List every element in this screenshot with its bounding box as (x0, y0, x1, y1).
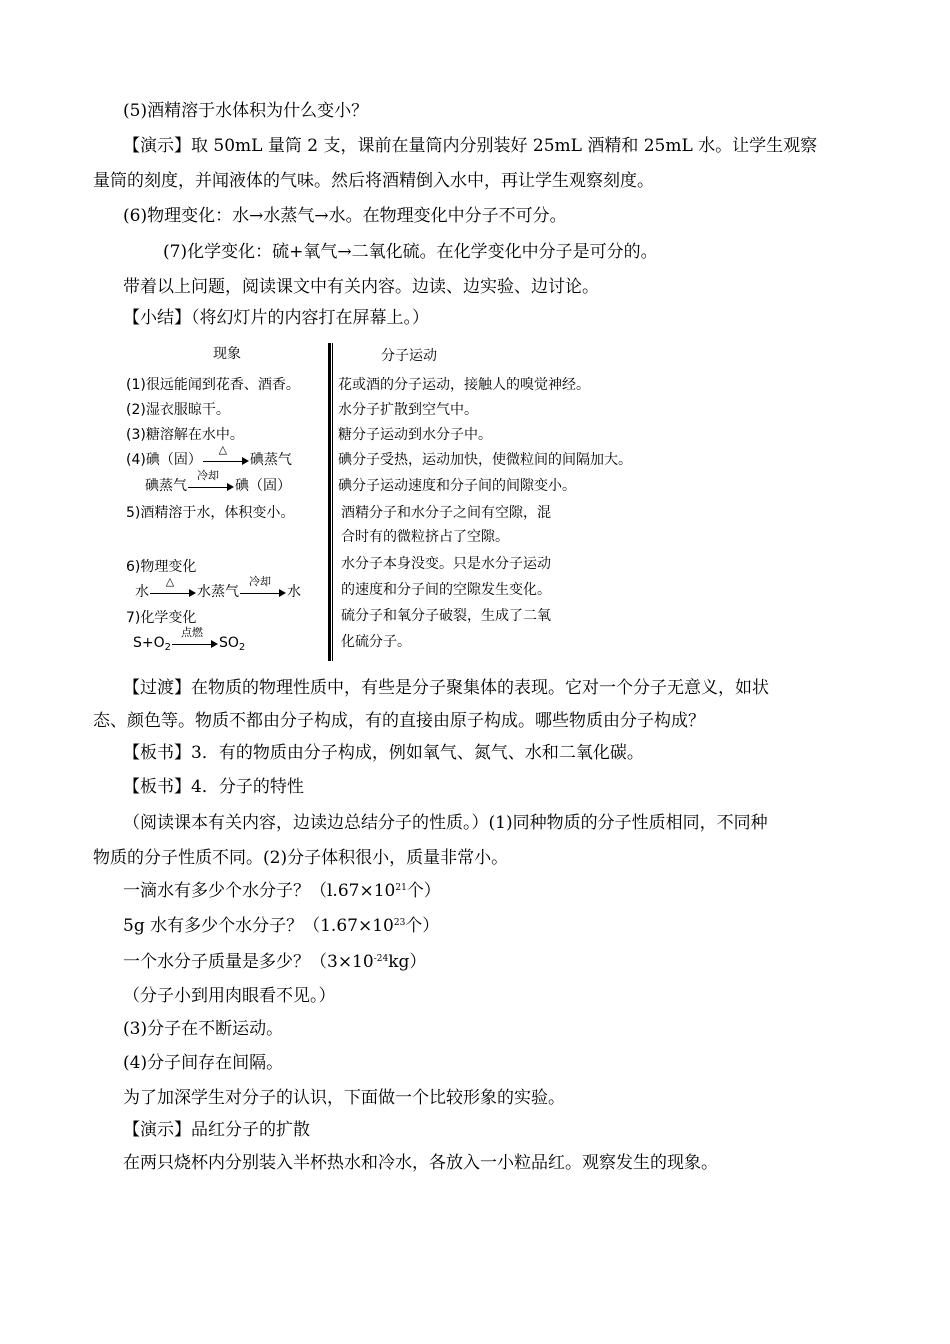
iodine-vapor-label: 碘蒸气 (249, 452, 292, 468)
five-gram-exponent: 23 (393, 918, 406, 928)
board-note-3: 【板书】3．有的物质由分子构成，例如氧气、氮气、水和二氧化碳。 (123, 743, 644, 763)
demo-diffusion-instruction: 在两只烧杯内分别装入半杯热水和冷水，各放入一小粒品红。观察发生的现象。 (123, 1153, 718, 1173)
properties-line-1: （阅读课本有关内容，边读边总结分子的性质。）(1)同种物质的分子性质相同，不同种 (123, 813, 768, 833)
five-gram-text: 5g 水有多少个水分子？（1.67×10 (123, 916, 394, 936)
drop-question (123, 880, 441, 902)
transition-line-1: 【过渡】在物质的物理性质中，有些是分子聚集体的表现。它对一个分子无意义，如状 (123, 678, 769, 698)
phenomenon-1: (1)很远能闻到花香、酒香。 (126, 377, 300, 393)
heat-symbol: △ (218, 443, 228, 456)
header-phenomenon: 现象 (213, 346, 241, 362)
mass-text: 一个水分子质量是多少？（3×10 (123, 952, 374, 972)
water-label: 水 (135, 584, 149, 600)
drop-question-text: 一滴水有多少个水分子？（l.67×10 (123, 881, 396, 901)
motion-7-line-1: 硫分子和氧分子破裂，生成了二氧 (341, 608, 551, 624)
motion-6-line-2: 的速度和分子间的空隙发生变化。 (341, 582, 551, 598)
ignite-arrow (172, 626, 218, 650)
demo-diffusion-heading: 【演示】品红分子的扩散 (123, 1120, 310, 1140)
reading-instruction: 带着以上问题，阅读课文中有关内容。边读、边实验、边讨论。 (123, 277, 599, 297)
cool-arrow-2 (240, 575, 286, 599)
header-molecular-motion: 分子运动 (381, 348, 437, 364)
cool-arrow (188, 469, 234, 493)
motion-6-line-1: 水分子本身没变。只是水分子运动 (341, 556, 551, 572)
motion-7-line-2: 化硫分子。 (341, 634, 411, 650)
motion-3: 糖分子运动到水分子中。 (338, 427, 492, 443)
column-divider-thin (332, 343, 333, 661)
heat-arrow (203, 443, 249, 467)
motion-4b: 碘分子运动速度和分子间的间隙变小。 (338, 478, 576, 494)
iodine-solid-label-2: 碘（固） (235, 478, 291, 494)
ignite-label: 点燃 (181, 626, 204, 639)
steam-label: 水蒸气 (197, 584, 239, 600)
properties-line-2: 物质的分子性质不同。(2)分子体积很小，质量非常小。 (93, 848, 509, 868)
iodine-vapor-label-2: 碘蒸气 (145, 478, 187, 494)
mass-end: kg） (388, 952, 427, 972)
phenomenon-5: 5)酒精溶于水，体积变小。 (126, 505, 295, 521)
heat-arrow-2 (150, 575, 196, 599)
heat-symbol-2: △ (165, 575, 175, 588)
mass-exponent: -24 (373, 954, 389, 964)
demo-paragraph-line-2: 量筒的刻度，并闻液体的气味。然后将酒精倒入水中，再让学生观察刻度。 (93, 171, 654, 191)
five-gram-end: 个） (405, 916, 440, 936)
cool-label: 冷却 (197, 469, 219, 482)
oxygen-subscript: 2 (164, 642, 172, 653)
drop-question-end: 个） (406, 881, 441, 901)
property-4: (4)分子间存在间隔。 (123, 1053, 284, 1073)
phenomenon-3: (3)糖溶解在水中。 (126, 427, 244, 443)
motion-4: 碘分子受热，运动加快，使微粒间的间隔加大。 (338, 452, 632, 468)
water-label-2: 水 (287, 584, 301, 600)
product-label: SO (219, 635, 239, 651)
motion-5-line-2: 合时有的微粒挤占了空隙。 (341, 529, 509, 545)
phenomenon-4-sublimation (126, 443, 292, 469)
cool-label-2: 冷却 (249, 575, 271, 588)
drop-exponent: 21 (395, 883, 407, 893)
chemical-change-line: (7)化学变化：硫+氧气→二氧化硫。在化学变化中分子是可分的。 (163, 242, 658, 262)
mass-question (123, 951, 426, 973)
five-gram-question (123, 915, 439, 937)
phenomenon-2: (2)湿衣服晾干。 (126, 402, 230, 418)
reactants-label: S+O (133, 635, 165, 651)
demo-paragraph-line-1: 【演示】取 50mL 量筒 2 支，课前在量筒内分别装好 25mL 酒精和 25mL 水。让学生观察 (123, 136, 818, 156)
motion-2: 水分子扩散到空气中。 (338, 402, 478, 418)
phenomenon-7-equation (133, 626, 246, 653)
iodine-solid-label: (4)碘（固） (126, 452, 202, 468)
phenomenon-6-equation (135, 575, 301, 601)
phenomenon-4-deposition (145, 469, 291, 495)
phenomenon-7: 7)化学变化 (126, 610, 197, 626)
so2-subscript: 2 (238, 642, 246, 653)
experiment-intro: 为了加深学生对分子的认识，下面做一个比较形象的实验。 (123, 1088, 565, 1108)
motion-1: 花或酒的分子运动，接触人的嗅觉神经。 (338, 377, 590, 393)
transition-line-2: 态、颜色等。物质不都由分子构成，有的直接由原子构成。哪些物质由分子构成？ (93, 711, 705, 731)
board-note-4: 【板书】4．分子的特性 (123, 777, 304, 797)
summary-heading: 【小结】（将幻灯片的内容打在屏幕上。） (123, 308, 429, 328)
column-divider (328, 343, 331, 661)
motion-5-line-1: 酒精分子和水分子之间有空隙，混 (341, 505, 551, 521)
physical-change-line: (6)物理变化：水→水蒸气→水。在物理变化中分子不可分。 (123, 206, 567, 226)
slide-summary-table (123, 337, 663, 665)
property-3: (3)分子在不断运动。 (123, 1019, 284, 1039)
phenomenon-6: 6)物理变化 (126, 559, 197, 575)
invisible-note: （分子小到用肉眼看不见。） (123, 986, 336, 1006)
question-5: (5)酒精溶于水体积为什么变小？ (123, 101, 369, 121)
